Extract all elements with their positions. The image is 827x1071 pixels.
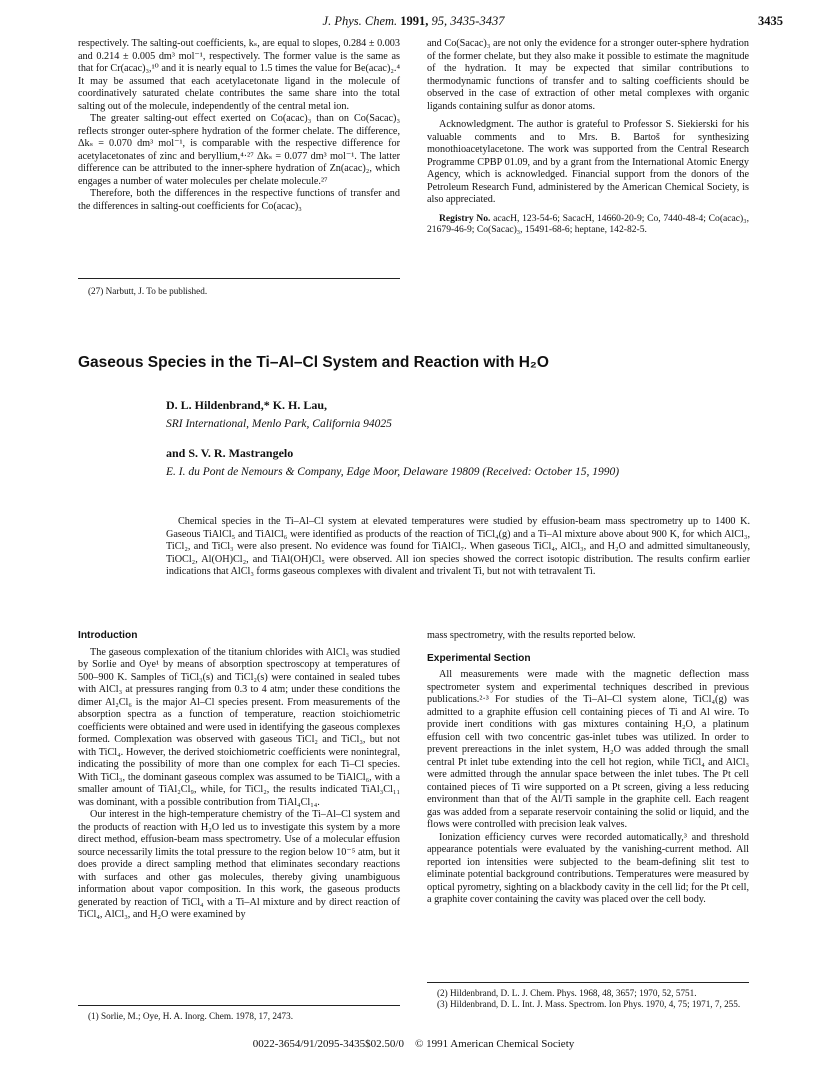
intro-heading: Introduction (78, 630, 138, 641)
abstract (166, 516, 750, 579)
footer-code: 0022-3654/91/2095-3435$02.50/0 (252, 1038, 404, 1050)
journal-citation (0, 14, 827, 29)
experimental-heading: Experimental Section (427, 652, 531, 664)
authors-line-1: D. L. Hildenbrand,* K. H. Lau, (166, 398, 328, 412)
footnote-rule-intro (78, 1005, 400, 1006)
registry-label: Registry No. (439, 212, 491, 224)
footnote-3: (3) Hildenbrand, D. L. Int. J. Mass. Spectrom. Ion Phys. 1970, 4, 75; 1971, 7, 255. (437, 999, 741, 1009)
acknowledgment-para: Acknowledgment. The author is grateful to Professor S. Siekierski for his valuable comments and to Mrs. B. Bartoš for synthesizing monothioacetylacetone. The work was supported from the Central Research Programme CPBP 01.09, and by a grant from the International Atomic Energy Agency, which is acknowledged. Financial support from the donors of the Petroleum Research Fund, administered by the American Chemical Society, is also appreciated. (427, 119, 749, 205)
footnote-rule-left (78, 278, 400, 279)
authors-line-2: and S. V. R. Mastrangelo (166, 446, 294, 460)
intro-column (78, 630, 400, 922)
registry-text: acacH, 123-54-6; SacacH, 14660-20-9; Co, 7440-48-4; Co(acac)₃, 21679-46-9; Co(Sacac)₃, 15491-68-6; heptane, 142-82-5. (427, 212, 749, 235)
right-footnotes (437, 988, 749, 1010)
journal-name: J. Phys. Chem. (322, 14, 398, 28)
page-footer (0, 1038, 827, 1050)
prev-article-left-column (78, 38, 400, 213)
journal-volume-pages: 95, 3435-3437 (431, 14, 505, 28)
experimental-column (427, 630, 749, 907)
intro-footnote-1: (1) Sorlie, M.; Oye, H. A. Inorg. Chem. 1978, 17, 2473. (88, 1011, 294, 1021)
prev-footnote-27: (27) Narbutt, J. To be published. (88, 286, 208, 296)
running-header (0, 8, 827, 30)
intro-para-2: Our interest in the high-temperature chemistry of the Ti–Al–Cl system and the products of reaction with H₂O led us to investigate this system by a more direct method, effusion-beam mass spectrometry. Use of a molecular effusion source necessarily limits the total pressure to the region below 10⁻⁵ atm, but it does provide a direct sampling method that eliminates secondary reactions with surfaces and other gas molecules, thereby giving unambiguous information about vapor composition. In this work, the gaseous products generated by reaction of TiCl₄ with a Ti–Al mixture and by direct reaction of TiCl₄, AlCl₃, and H₂O were examined by (78, 809, 400, 920)
prev-left-para-2: The greater salting-out effect exerted on Co(acac)₃ than on Co(Sacac)₃ reflects stronger outer-sphere hydration of the former chelate. The difference, Δkₛ = 0.070 dm³ mol⁻¹, is comparable with the respective difference for acetylacetonates of zinc and beryllium,⁴·²⁷ Δkₛ = 0.077 dm³ mol⁻¹. The latter difference can be attributed to the inner-sphere hydration of Zn(acac)₂, which engages a number of water molecules per chelate molecule.²⁷ (78, 113, 400, 187)
article-title: Gaseous Species in the Ti–Al–Cl System and Reaction with H₂O (78, 354, 549, 371)
prev-left-para-1: respectively. The salting-out coefficients, kₛ, are equal to slopes, 0.284 ± 0.003 and 0.214 ± 0.005 dm³ mol⁻¹, respectively. The former value is the same as that for Cr(acac)₃,¹⁰ and it is nearly equal to 1.5 times the value for Be(acac)₂.⁴ It may be assumed that each acetylacetonate ligand in the molecule of coordinatively saturated chelate contributes the same share into the total salting out of the molecule, independently of the central metal ion. (78, 38, 400, 112)
journal-year: 1991, (400, 14, 429, 28)
exp-para-2: Ionization efficiency curves were recorded automatically,³ and threshold appearance potentials were evaluated by the vanishing-current method. All reported ion intensities were subjected to the beam-defining slit test to eliminate potential background contributions. Temperatures were measured by optical pyrometry, sighting on a blackbody cavity in the cell lid; for the Pt cell, a graphite cover containing the cavity was placed over the cell body. (427, 831, 749, 905)
intro-para-1: The gaseous complexation of the titanium chlorides with AlCl₃ was studied by Sorlie and Oye¹ by means of absorption spectroscopy at temperatures of 500–900 K. Samples of TiCl₃(s) and TiCl₂(s) were contained in sealed tubes with AlCl₃ at pressures ranging from 0.3 to 4 atm; under these conditions the dimer Al₂Cl₆ is the major Al–Cl species present. From measurements of the absorption spectra as a function of temperature, reaction stoichiometric coefficients were obtained and were used in identifying the gaseous complexes formed. Complexation was observed with gaseous TiCl₂ and TiCl₃, but not with TiCl₄. However, the derived stoichiometric coefficients were nonintegral, indicating the possibility of more than one complex for each Ti–Cl species. With TiCl₃, the dominant gaseous complex was assumed to be TiAlCl₆, with a smaller amount of TiAl₂Cl₉, while, for TiCl₂, the results indicated TiAl₃Cl₁₁ was dominant, with a possible contribution from TiAl₄Cl₁₄. (78, 646, 400, 808)
footnote-rule-right (427, 982, 749, 983)
registry-numbers (427, 213, 749, 236)
affiliation-2: E. I. du Pont de Nemours & Company, Edge Moor, Delaware 19809 (Received: October 15, 1990) (166, 466, 620, 478)
exp-para-1: All measurements were made with the magnetic deflection mass spectrometer system and experimental techniques described in previous publications.²·³ For studies of the Ti–Al–Cl system alone, TiCl₄(g) was admitted to a graphite effusion cell containing pieces of Ti and Al wire. To provide inert conditions with gas mixtures containing H₂O, a platinum effusion cell with two concentric gas-inlet tubes was utilized. In order to prevent prereactions in the inlet system, H₂O was added through the small central Pt inlet tube extending into the cell hot region, while TiCl₄ and AlCl₃ were admitted through the annular space between the inlet tubes. The Pt cell contained pieces of Ti wire supported on a Pt screen, giving a less reducing environment than that of the Al/Ti sample in the graphite cell. Each reagent gas was added from a separate reservoir containing the solid or liquid, and the flows were controlled with precision leak valves. (427, 669, 749, 830)
footnote-2: (2) Hildenbrand, D. L. J. Chem. Phys. 1968, 48, 3657; 1970, 52, 5751. (437, 988, 697, 998)
page-number: 3435 (758, 14, 783, 28)
prev-article-right-column (427, 38, 749, 236)
abstract-text: Chemical species in the Ti–Al–Cl system at elevated temperatures were studied by effusion-beam mass spectrometry up to 1400 K. Gaseous TiAlCl₅ and TiAlCl₆ were identified as products of the reaction of TiCl₄(g) and a Ti–Al mixture above about 900 K, for which AlCl₃, TiCl₂, and TiCl₃ were also present. No evidence was found for TiAlCl₇. When gaseous TiCl₄, AlCl₃, and H₂O and admitted simultaneously, TiOCl₂, Al(OH)Cl₂, and TiAl(OH)Cl₅ were observed. All ion species showed the correct isotopic distribution. The results confirm earlier indications that AlCl₃ forms gaseous complexes with divalent and trivalent Ti, but not with tetravalent Ti. (166, 516, 750, 578)
intro-tail: mass spectrometry, with the results reported below. (427, 630, 636, 641)
footer-copyright: © 1991 American Chemical Society (414, 1038, 575, 1050)
prev-left-para-3: Therefore, both the differences in the respective functions of transfer and the differences in salting-out coefficients for Co(acac)₃ (78, 188, 400, 212)
prev-right-para-1: and Co(Sacac)₃ are not only the evidence for a stronger outer-sphere hydration of the former chelate, but they also make it possible to estimate the magnitude of the hydration. It may be expected that similar contributions to thermodynamic functions of transfer and to salting coefficients should be observed in the case of extraction of other metal complexes with organic ligands containing sulfur as donor atoms. (427, 38, 749, 112)
affiliation-1: SRI International, Menlo Park, California 94025 (166, 418, 392, 430)
